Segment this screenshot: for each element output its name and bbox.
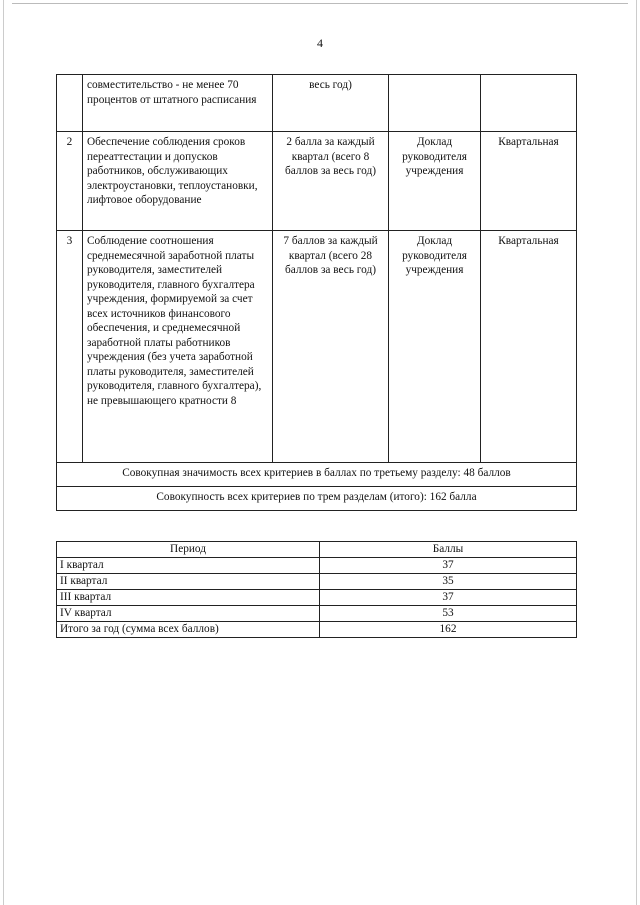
score-cell: весь год): [273, 75, 389, 132]
row-number: [57, 75, 83, 132]
source-cell: Доклад руководителя учреждения: [389, 231, 481, 463]
row-number: 2: [57, 132, 83, 231]
score-cell: 2 балла за каждый квартал (всего 8 баллов за весь год): [273, 132, 389, 231]
page-number: 4: [317, 36, 323, 50]
row-number: 3: [57, 231, 83, 463]
page-edge-left: [3, 0, 4, 905]
source-cell: Доклад руководителя учреждения: [389, 132, 481, 231]
summary-total: Совокупность всех критериев по трем разделам (итого): 162 балла: [57, 487, 577, 511]
criteria-table: [56, 74, 577, 511]
table-row: [57, 590, 577, 606]
period-label: II квартал: [57, 574, 320, 590]
header-period: Период: [57, 542, 320, 558]
periodicity-cell: Квартальная: [481, 132, 577, 231]
table-row: [57, 75, 577, 132]
period-label-total: Итого за год (сумма всех баллов): [57, 622, 320, 638]
period-points: 37: [320, 590, 577, 606]
period-points: 37: [320, 558, 577, 574]
period-label: IV квартал: [57, 606, 320, 622]
score-cell: 7 баллов за каждый квартал (всего 28 баллов за весь год): [273, 231, 389, 463]
periodicity-cell: [481, 75, 577, 132]
criterion-cell: совместительство - не менее 70 процентов от штатного расписания: [83, 75, 273, 132]
table-row: [57, 606, 577, 622]
period-points-total: 162: [320, 622, 577, 638]
criterion-cell: Обеспечение соблюдения сроков переаттестации и допусков работников, обслуживающих электроустановки, теплоустановки, лифтовое оборудование: [83, 132, 273, 231]
table-row-total: [57, 622, 577, 638]
summary-row-total: [57, 487, 577, 511]
header-points: Баллы: [320, 542, 577, 558]
criterion-cell: Соблюдение соотношения среднемесячной заработной платы руководителя, заместителей руководителя, главного бухгалтера учреждения, формируемой за счет всех источников финансового обеспечения, и среднемесячной заработной платы работников учреждения (без учета заработной платы руководителя, заместителей руководителя, главного бухгалтера), не превышающего кратности 8: [83, 231, 273, 463]
period-label: I квартал: [57, 558, 320, 574]
table-row: [57, 574, 577, 590]
period-points: 53: [320, 606, 577, 622]
period-label: III квартал: [57, 590, 320, 606]
source-cell: [389, 75, 481, 132]
summary-section3: Совокупная значимость всех критериев в баллах по третьему разделу: 48 баллов: [57, 463, 577, 487]
page-edge-right: [636, 0, 637, 905]
table-row: [57, 132, 577, 231]
table-row: [57, 558, 577, 574]
table-row: [57, 231, 577, 463]
periodicity-cell: Квартальная: [481, 231, 577, 463]
period-points: 35: [320, 574, 577, 590]
page-edge-top: [12, 3, 628, 4]
period-table-header: [57, 542, 577, 558]
summary-row-section3: [57, 463, 577, 487]
period-table: [56, 541, 577, 638]
